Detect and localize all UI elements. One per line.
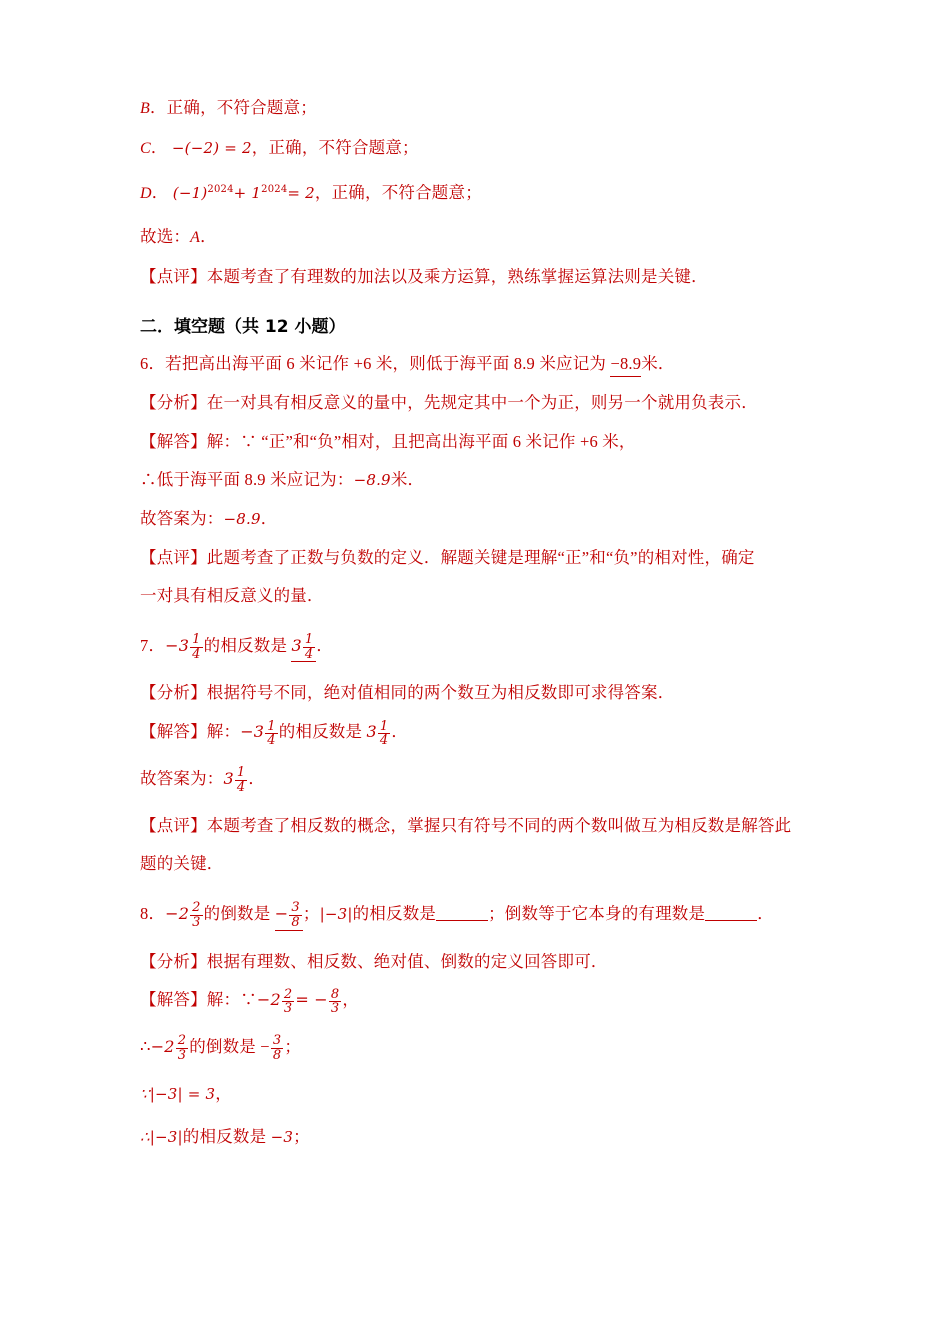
choice-c-text: ，正确，不符合题意；	[251, 137, 419, 157]
q7-answer-value: 3 $\frac{1}{4}$	[223, 765, 246, 795]
question-8-solve-line4	[140, 1124, 822, 1150]
q8-stem-math: −2 $\frac{2}{3}$	[165, 900, 201, 930]
q8-answer-2-blank	[436, 906, 488, 921]
section-title: 二．填空题（共 12 小题）	[140, 316, 346, 337]
question-7-comment-line2: 题的关键．	[140, 854, 224, 874]
q7-solve-suffix: ．	[391, 722, 409, 742]
q8-text-c: 的相反数是	[352, 903, 437, 923]
q8-solve2-prefix: ∴	[140, 1036, 151, 1056]
q8-solve3-math: ∵|−3| = 3	[140, 1084, 216, 1103]
question-8-number: 8．	[140, 903, 166, 923]
choice-d-text: ，正确，不符合题意；	[314, 182, 482, 202]
choice-c-label: C	[140, 139, 151, 157]
question-8-stem	[140, 901, 822, 931]
q8-text-e: ．	[757, 903, 774, 923]
q8-solve2-value: $\frac{3}{8}$	[272, 1033, 282, 1063]
q7-answer-prefix: 故答案为：	[140, 768, 224, 788]
q6-solve2-c: 米．	[390, 470, 425, 490]
question-6-answer: −8.9	[610, 351, 641, 378]
question-6-solve-line2	[140, 467, 822, 493]
q8-solve2-mid: 的倒数是 −	[189, 1036, 270, 1056]
question-8-analysis: 【分析】根据有理数、相反数、绝对值、倒数的定义回答即可．	[140, 951, 608, 971]
q7-answer-suffix: ．	[248, 768, 266, 788]
choice-d-label: D	[140, 184, 152, 202]
q6-answer-prefix: 故答案为：	[140, 509, 224, 528]
q8-text-b: ；	[302, 903, 320, 923]
question-6-comment-line1: 【点评】此题考查了正数与负数的定义．解题关键是理解“正”和“负”的相对性，确定	[140, 547, 755, 567]
choice-c-line: C． −(−2) = 2，正确，不符合题意；	[140, 137, 419, 157]
question-6-analysis: 【分析】在一对具有相反意义的量中，先规定其中一个为正，则另一个就用负表示．	[140, 393, 758, 413]
q8-abs-expr: |−3|	[319, 904, 353, 923]
q8-text-a: 的倒数是	[203, 903, 275, 923]
q7-solve-answer: 3 $\frac{1}{4}$	[366, 718, 389, 749]
question-7-number: 7．	[140, 635, 166, 655]
q7-solve-math: −3 $\frac{1}{4}$	[240, 718, 276, 749]
q8-answer-1: − $\frac{3}{8}$	[275, 901, 303, 931]
q7-text-a: 的相反数是	[203, 635, 292, 655]
question-8-solve-line2	[140, 1034, 822, 1063]
q7-answer: 3 $\frac{1}{4}$	[291, 633, 316, 663]
answer-choose-line	[140, 224, 822, 251]
q8-answer-3-blank	[705, 906, 757, 921]
choice-d-line: D． $(-1)^{2024}+ 1^{2024}= 2$，正确，不符合题意；	[140, 182, 482, 202]
answer-choose-prefix: 故选：	[140, 227, 191, 247]
question-7-solve	[140, 719, 822, 748]
answer-choose-suffix: ．	[200, 227, 217, 247]
q7-text-b: ．	[316, 635, 334, 655]
question-8-solve-line1	[140, 987, 822, 1016]
q8-text-d: ；倒数等于它本身的有理数是	[488, 903, 706, 923]
choice-b-text: ．正确，不符合题意；	[149, 98, 317, 117]
question-7-analysis: 【分析】根据符号不同，绝对值相同的两个数互为相反数即可求得答案．	[140, 683, 675, 703]
question-6-answer-line	[140, 506, 822, 532]
q8-solve4-value: −3	[270, 1128, 294, 1147]
q6-solve2-value: −8.9	[353, 471, 391, 490]
question-6-stem	[140, 351, 822, 378]
choice-b-label: B	[140, 100, 150, 117]
question-6-solve-line1: 【解答】解：∵ “正”和“负”相对，且把高出海平面 6 米记作 +6 米，	[140, 431, 636, 451]
q8-solve3-suffix: ，	[215, 1083, 232, 1103]
q8-solve4-prefix: ∴|−3|	[140, 1128, 183, 1147]
choice-b-line	[140, 95, 822, 122]
choice-d-math: $(-1)^{2024}+ 1^{2024}= 2$	[172, 183, 315, 202]
question-6-comment-line2: 一对具有相反意义的量．	[140, 586, 324, 606]
question-6-number: 6．	[140, 353, 166, 373]
comment-line-q5: 【点评】本题考查了有理数的加法以及乘方运算，熟练掌握运算法则是关键．	[140, 267, 708, 287]
question-6-text-b: 米．	[641, 353, 675, 373]
q6-answer-value: −8.9	[223, 510, 261, 528]
q7-solve-mid: 的相反数是	[278, 722, 367, 742]
q8-solve1-math: −2 $\frac{2}{3}$ = − $\frac{8}{3}$	[256, 986, 340, 1017]
q7-solve-prefix: 【解答】解：	[140, 722, 241, 742]
q8-solve2-suffix: ；	[284, 1036, 302, 1056]
q7-stem-math: −3 $\frac{1}{4}$	[165, 632, 201, 662]
question-6-text-a: 若把高出海平面 6 米记作 +6 米，则低于海平面 8.9 米应记为	[165, 353, 611, 373]
question-7-answer-line	[140, 766, 822, 795]
answer-choose-value: A	[190, 229, 201, 247]
q8-solve4-suffix: ；	[293, 1127, 310, 1147]
q6-answer-suffix: ．	[260, 509, 278, 528]
q8-solve1-suffix: ，	[342, 990, 360, 1010]
question-7-comment-line1: 【点评】本题考查了相反数的概念，掌握只有符号不同的两个数叫做互为相反数是解答此	[140, 815, 792, 835]
question-8-solve-line3	[140, 1081, 822, 1107]
q8-solve-prefix: 【解答】解：∵	[140, 990, 257, 1010]
question-7-stem	[140, 633, 822, 663]
q6-solve2-a: ∴低于海平面 8.9 米应记为：	[140, 470, 354, 490]
choice-c-math: −(−2) = 2	[171, 138, 252, 157]
q8-solve4-mid: 的相反数是	[182, 1127, 271, 1147]
q8-solve2-math: −2 $\frac{2}{3}$	[150, 1033, 187, 1063]
